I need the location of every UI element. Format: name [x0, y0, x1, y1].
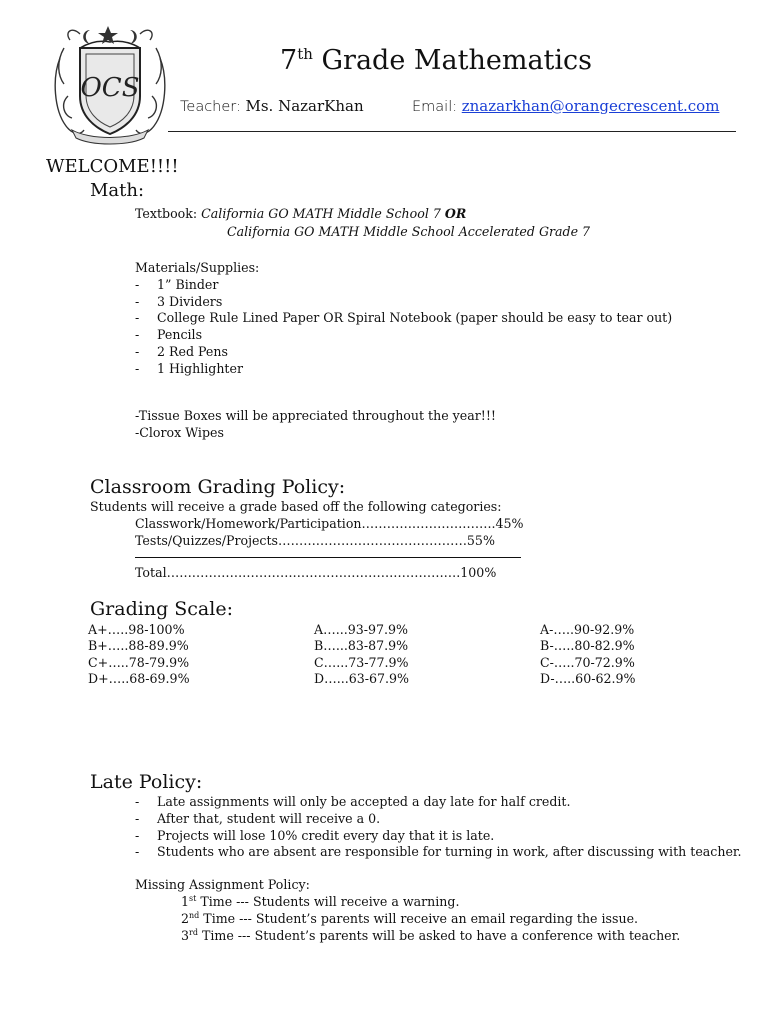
table-cell: C…...73-77.9%: [314, 654, 409, 670]
grading-row-label: Tests/Quizzes/Projects: [135, 532, 279, 548]
grading-row-label: Total: [135, 564, 167, 580]
materials-list: [135, 277, 672, 378]
grading-row-value: 55%: [466, 532, 495, 548]
missing-text: Time --- Students will receive a warning.: [196, 893, 460, 909]
table-cell: A+…..98-100%: [88, 622, 185, 637]
table-row: [88, 655, 635, 671]
teacher-label: Teacher:: [180, 99, 241, 115]
table-cell: B-…..80-82.9%: [540, 638, 635, 654]
textbook-line-1: [135, 206, 466, 223]
ordinal-number: 1: [181, 893, 190, 909]
grading-policy-intro: Students will receive a grade based off the following categories:: [90, 499, 502, 514]
title-text: Grade Mathematics: [312, 45, 593, 76]
grading-scale-table: [88, 622, 635, 688]
list-item: - 3 Dividers: [135, 294, 672, 311]
missing-text: Time --- Student’s parents will receive an email regarding the issue.: [199, 910, 639, 926]
table-cell: B…...83-87.9%: [314, 638, 409, 654]
table-cell: D+…..68-69.9%: [88, 671, 190, 687]
materials-label: Materials/Supplies:: [135, 260, 260, 275]
total-divider: [135, 557, 521, 558]
textbook-label: Textbook:: [135, 206, 198, 221]
table-cell: A-…..90-92.9%: [540, 622, 635, 637]
table-cell: B+…..88-89.9%: [88, 638, 189, 654]
ordinal-number: 3: [181, 927, 190, 943]
list-item: - 2 Red Pens: [135, 344, 672, 361]
late-policy-block: [135, 794, 742, 944]
header-divider: [168, 131, 736, 132]
late-policy-list: [135, 794, 742, 861]
title-number: 7: [280, 45, 298, 76]
extras-wipes: -Clorox Wipes: [135, 424, 224, 440]
list-item: - After that, student will receive a 0.: [135, 811, 742, 828]
table-cell: C-…..70-72.9%: [540, 654, 635, 670]
crest-letters: OCS: [80, 73, 140, 103]
grading-row-value: 45%: [495, 516, 524, 531]
grading-row-label: Classwork/Homework/Participation: [135, 516, 362, 531]
table-row: [88, 638, 635, 654]
late-policy-heading: Late Policy:: [90, 771, 203, 793]
table-row: [88, 671, 635, 687]
grading-scale-heading: Grading Scale:: [90, 598, 233, 620]
list-item: - Late assignments will only be accepted a day late for half credit.: [135, 794, 742, 811]
email-line: [412, 97, 719, 115]
list-item: [181, 911, 742, 928]
grading-row-dots: ………………………………………: [278, 532, 467, 548]
list-item: [181, 928, 742, 945]
grading-row-value: 100%: [460, 564, 497, 580]
list-item: - 1” Binder: [135, 277, 672, 294]
textbook-book-2: California GO MATH Middle School Accelerated Grade 7: [227, 224, 591, 239]
extras-tissue: -Tissue Boxes will be appreciated throughout the year!!!: [135, 408, 496, 423]
email-label: Email:: [412, 99, 458, 115]
list-item: - Projects will lose 10% credit every day that it is late.: [135, 828, 742, 845]
list-item: - Students who are absent are responsible for turning in work, after discussing with teacher.: [135, 844, 742, 861]
materials-block: [135, 260, 672, 378]
ordinal-suffix: nd: [189, 910, 200, 920]
ordinal-number: 2: [181, 910, 190, 926]
extras-block: [135, 408, 496, 442]
grading-row-classwork: [135, 516, 523, 533]
teacher-line: [180, 97, 364, 115]
list-item: - 1 Highlighter: [135, 361, 672, 378]
grading-row-tests: [135, 533, 523, 550]
teacher-name: Ms. NazarKhan: [245, 97, 364, 115]
title-superscript: th: [297, 45, 313, 63]
missing-text: Time --- Student’s parents will be asked to have a conference with teacher.: [197, 927, 681, 943]
grading-policy-rows: [135, 516, 523, 581]
table-row: [88, 622, 635, 638]
table-cell: C+…..78-79.9%: [88, 654, 190, 670]
ordinal-suffix: rd: [189, 927, 198, 937]
grading-row-dots: …………………………………………………………….: [166, 564, 461, 580]
missing-assignment-list: [135, 894, 742, 944]
list-item: - Pencils: [135, 327, 672, 344]
grading-row-dots: …………………………..: [361, 516, 496, 531]
grading-policy-heading: Classroom Grading Policy:: [90, 476, 346, 498]
list-item: - College Rule Lined Paper OR Spiral Notebook (paper should be easy to tear out): [135, 310, 672, 327]
table-cell: D…...63-67.9%: [314, 671, 409, 687]
missing-assignment-label: Missing Assignment Policy:: [135, 877, 310, 893]
textbook-or: OR: [444, 206, 467, 221]
ordinal-suffix: st: [189, 893, 197, 903]
page-title: [280, 45, 592, 76]
email-link[interactable]: znazarkhan@orangecrescent.com: [461, 97, 720, 115]
welcome-heading: WELCOME!!!!: [46, 156, 179, 177]
table-cell: D-…..60-62.9%: [540, 671, 636, 687]
textbook-book-1: California GO MATH Middle School 7: [201, 206, 441, 221]
grading-row-total: [135, 565, 523, 582]
table-cell: A…...93-97.9%: [314, 622, 408, 637]
school-crest-logo: [50, 18, 170, 146]
math-heading: Math:: [90, 180, 145, 201]
list-item: [181, 894, 742, 911]
